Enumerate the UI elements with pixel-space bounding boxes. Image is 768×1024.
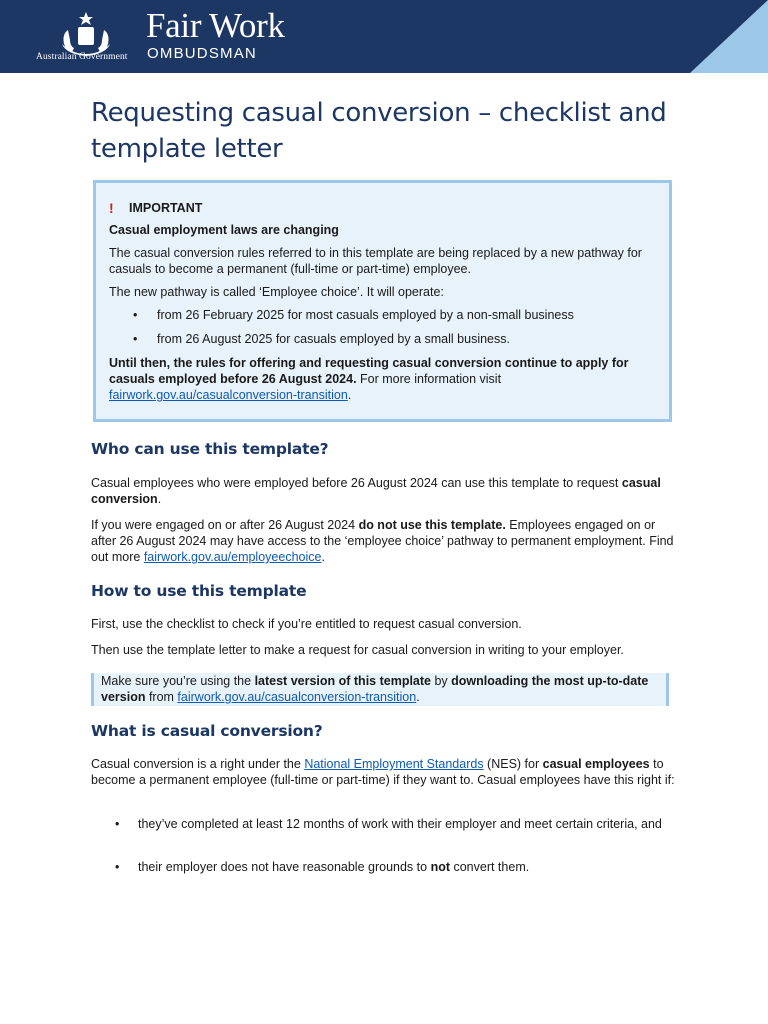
list-item: • they’ve completed at least 12 months of work with their employer and meet certain criteria, and [91,816,681,832]
punctuation: . [416,690,420,704]
important-transition-text: Until then, the rules for offering and requesting casual conversion continue to apply for casuals employed before 26 August 2024. [109,356,629,386]
note-text: Make sure you’re using the [101,674,255,688]
page-title: Requesting casual conversion – checklist and template letter [91,98,667,164]
brand-ombudsman: OMBUDSMAN [147,45,257,62]
who-p2-text: If you were engaged on or after 26 August 2024 [91,518,359,532]
how-paragraph-2: Then use the template letter to make a request for casual conversion in writing to your employer. [91,643,624,657]
who-p2-rest: Employees engaged on or after 26 August 2024 may have access to the ‘employee choice’ pathway to permanent employment. Find out more [91,518,674,564]
nes-link[interactable]: National Employment Standards [304,757,484,771]
latest-version-note [91,673,669,706]
header-corner-accent [690,0,768,73]
employeechoice-link[interactable]: fairwork.gov.au/employeechoice [143,550,322,564]
punctuation: . [157,492,162,506]
what-p1-text: (NES) for [483,757,543,771]
punctuation: . [347,388,352,402]
important-paragraph-1: The casual conversion rules referred to in this template are being replaced by a new pathway for casuals to become a permanent (full-time or part-time) employee. [109,246,642,276]
note-bold: latest version of this template [254,674,431,688]
note-text: from [145,690,178,704]
important-more-info-text: For more information visit [356,372,502,386]
casual-conversion-bold: casual conversion [91,476,661,506]
casualconversion-transition-link[interactable]: fairwork.gov.au/casualconversion-transition [109,388,348,402]
brand-fair-work: Fair Work [146,6,285,45]
who-paragraph-2 [91,517,681,565]
important-heading-row [109,200,655,216]
important-notice-box [93,180,672,422]
what-p1-text: Casual conversion is a right under the [91,757,305,771]
list-item [91,859,681,875]
note-bold: downloading the most up-to-date version [101,674,649,704]
important-paragraph-3 [109,355,655,403]
what-paragraph-1 [91,756,681,788]
what-is-heading: What is casual conversion? [91,722,323,740]
how-paragraph-1: First, use the checklist to check if you’re entitled to request casual conversion. [91,617,522,631]
right-criteria-list [91,816,681,832]
not-bold: not [430,860,450,874]
bullet-text: their employer does not have reasonable grounds to [138,860,431,874]
exclamation-icon: ! [109,200,114,216]
important-date-list [109,307,655,347]
right-criteria-list-2 [91,859,681,875]
who-p1-text: Casual employees who were employed before 26 August 2024 can use this template to request [91,476,622,490]
how-to-use-heading: How to use this template [91,582,307,600]
do-not-use-bold: do not use this template. [358,518,506,532]
important-heading: IMPORTANT [129,201,203,215]
who-paragraph-1 [91,475,681,507]
list-item: • from 26 February 2025 for most casuals employed by a non-small business [109,307,655,323]
important-paragraph-2: The new pathway is called ‘Employee choice’. It will operate: [109,285,444,299]
list-item: • from 26 August 2025 for casuals employed by a small business. [109,331,655,347]
casual-employees-bold: casual employees [542,757,650,771]
note-text: by [431,674,452,688]
australian-government-text: Australian Government [36,52,128,62]
header-banner [0,0,768,73]
important-subheading: Casual employment laws are changing [109,223,339,237]
punctuation: . [321,550,325,564]
what-p1-text: to become a permanent employee (full-time or part-time) if they want to. Casual employees have this right if: [91,757,675,787]
bullet-text: convert them. [450,860,530,874]
casualconversion-transition-link[interactable]: fairwork.gov.au/casualconversion-transition [177,690,417,704]
who-can-use-heading: Who can use this template? [91,440,329,458]
